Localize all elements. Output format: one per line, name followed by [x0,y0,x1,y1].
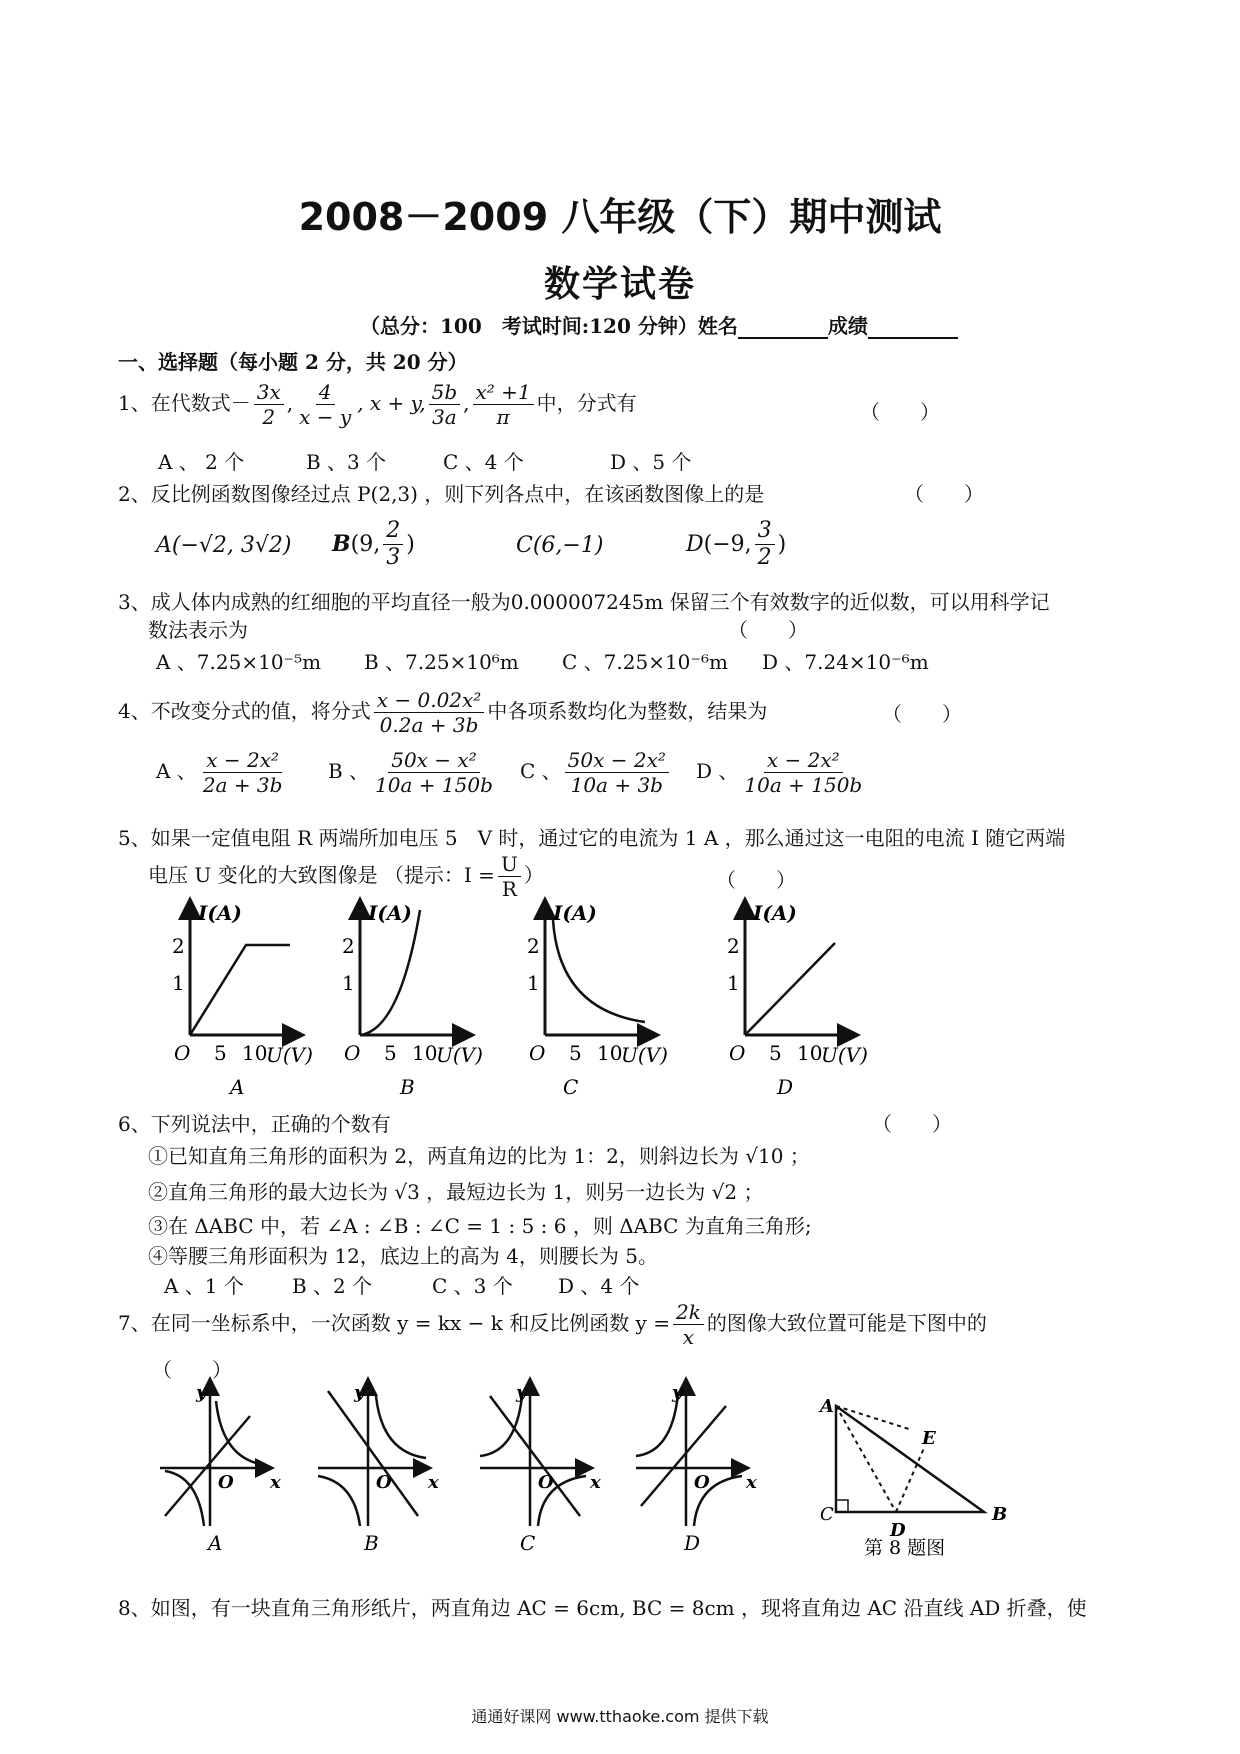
q5-a-tick-5: 5 [214,1041,227,1065]
section-title: 一、选择题（每小题 2 分，共 20 分） [118,350,468,374]
q5-b-origin: O [344,1041,361,1065]
q7-a-axis-x: x [270,1472,281,1493]
q7-b-label: B [364,1531,379,1555]
q4-frac: $\frac{\text{x − 0.02x²}}{0.2a + 3b}$ [374,688,485,737]
q1-suffix: 中，分式有 [536,391,637,415]
q7-d-axis-x: x [746,1472,757,1493]
q7-d-label: D [684,1531,701,1555]
q7-b-origin: O [376,1472,392,1493]
q7-d-axis-y: y [672,1382,683,1403]
q4-option-a: A 、 $\frac{\text{x − 2x²}}{2a + 3b}$ [156,748,283,797]
q5-d-origin: O [729,1041,746,1065]
q5-b-tick-1: 1 [342,971,355,995]
q1-mid: , x + y, [357,391,426,415]
q2-option-a: A(−√2, 3√2) [156,533,292,558]
q6-item-2: ②直角三角形的最大边长为 √3 ，最短边长为 1，则另一边长为 √2 ； [148,1180,764,1204]
q5-c-tick-5: 5 [569,1041,582,1065]
question-1: 1、在代数式－ $\frac{3x}{2}$ , $\frac{4}{x - y}$ , x + y, $\frac{5b}{3a}$ , $\frac{\text{x² +1}}{\pi}$ 中，分式有 [118,380,637,429]
q5-a-label: A [230,1075,245,1099]
q4-option-d: D 、 $\frac{\text{x − 2x²}}{10a + 150b}$ [696,748,863,797]
q5-b-tick-10: 10 [412,1041,438,1065]
fig8-point-e: E [922,1428,936,1449]
q7-answer-paren: （ ） [152,1358,232,1382]
fig8-caption: 第 8 题图 [864,1537,946,1556]
q5-c-tick-10: 10 [597,1041,623,1065]
q2-answer-paren: （ ） [904,482,984,506]
q5-a-axis-y: I(A) [198,901,242,925]
q5-graph-d [727,901,868,1099]
q1-prefix: 1、在代数式－ [118,391,251,415]
q2-option-d: D(−9, $\frac{3}{2}$ ) [686,518,787,571]
exam-title: 2008－2009 八年级（下）期中测试 [298,195,942,239]
q1-option-a: A 、 2 个 [158,450,245,474]
q5-answer-paren: （ ） [716,868,796,892]
q5-a-tick-1: 1 [172,971,185,995]
q5-d-tick-2: 2 [727,934,740,958]
q7-graphs [160,1376,1130,1556]
q5-b-axis-y: I(A) [368,901,412,925]
q1-option-d: D 、5 个 [610,450,692,474]
q8-text: 8、如图，有一块直角三角形纸片，两直角边 AC = 6cm, BC = 8cm ，现将直角边 AC 沿直线 AD 折叠，使 [118,1596,1087,1620]
q3-option-a: A 、7.25×10⁻⁵m [156,650,322,674]
q5-graphs [150,890,930,1100]
q1-option-c: C 、4 个 [443,450,524,474]
q7-c-axis-y: y [516,1382,527,1403]
q3-answer-paren: （ ） [728,618,808,642]
q5-c-axis-x: U(V) [621,1043,668,1067]
q5-c-tick-1: 1 [527,971,540,995]
q5-b-tick-2: 2 [342,934,355,958]
q5-c-axis-y: I(A) [553,901,597,925]
q4-answer-paren: （ ） [882,702,962,726]
fig8-point-c: C [820,1504,834,1525]
exam-info [360,310,958,339]
q6-text: 6、下列说法中，正确的个数有 [118,1112,391,1136]
q7-a-label: A [208,1531,223,1555]
q7-b-axis-y: y [354,1382,365,1403]
q6-option-c: C 、3 个 [432,1274,513,1298]
q7-c-origin: O [538,1472,554,1493]
q5-b-tick-5: 5 [384,1041,397,1065]
q5-b-label: B [400,1075,415,1099]
q5-c-label: C [563,1075,579,1099]
q5-d-axis-x: U(V) [821,1043,868,1067]
q6-option-a: A 、1 个 [164,1274,244,1298]
q3-option-d: D 、7.24×10⁻⁶m [762,650,929,674]
q5-line-2: 电压 U 变化的大致图像是 （提示：I = $\frac{U}{R}$ ） [148,852,544,901]
q5-graph-c [527,901,668,1099]
q6-item-1: ①已知直角三角形的面积为 2，两直角边的比为 1：2，则斜边长为 √10 ； [148,1144,810,1168]
q5-c-tick-2: 2 [527,934,540,958]
q4-option-c: C 、 $\frac{\text{50x − 2x²}}{10a + 3b}$ [520,748,672,797]
q3-line-2: 数法表示为 [148,618,248,642]
fig8-point-a: A [820,1396,834,1417]
q5-graph-b [342,901,483,1099]
q7-d-origin: O [694,1472,710,1493]
q1-frac-2: $\frac{4}{x - y}$ [299,380,352,429]
score-label: 成绩 [827,314,868,338]
q6-option-b: B 、2 个 [292,1274,373,1298]
q1-frac-1: $\frac{3x}{2}$ [254,380,284,429]
q2-text: 2、反比例函数图像经过点 P(2,3) ，则下列各点中，在该函数图像上的是 [118,482,765,506]
q6-item-4: ④等腰三角形面积为 12，底边上的高为 4，则腰长为 5。 [148,1244,658,1268]
q5-a-axis-x: U(V) [266,1043,313,1067]
q5-a-tick-2: 2 [172,934,185,958]
q7-c-label: C [520,1531,536,1555]
q7-c-axis-x: x [590,1472,601,1493]
q7-frac: $\frac{2k}{x}$ [673,1300,704,1349]
q3-option-c: C 、7.25×10⁻⁶m [562,650,728,674]
q1-option-b: B 、3 个 [306,450,387,474]
q6-option-d: D 、4 个 [558,1274,640,1298]
q5-c-origin: O [529,1041,546,1065]
info-text: （总分：100 考试时间:120 分钟）姓名 [360,314,738,338]
q1-frac-4: $\frac{\text{x² +1}}{\pi}$ [473,380,534,429]
fig8-triangle [818,1396,1007,1556]
question-4: 4、不改变分式的值，将分式 $\frac{\text{x − 0.02x²}}{0.2a + 3b}$ 中各项系数均化为整数，结果为 [118,688,768,737]
q7-graph-a [160,1381,281,1555]
q5-a-tick-10: 10 [242,1041,268,1065]
fig8-point-d: D [890,1520,906,1541]
q2-option-b: B(9, $\frac{2}{3}$ ) [332,518,415,571]
q7-a-origin: O [218,1472,234,1493]
q5-d-tick-1: 1 [727,971,740,995]
q2-option-c: C(6,−1) [516,533,604,558]
q5-b-axis-x: U(V) [436,1043,483,1067]
q5-d-tick-10: 10 [797,1041,823,1065]
q6-answer-paren: （ ） [872,1112,952,1136]
q5-line-1: 5、如果一定值电阻 R 两端所加电压 5 V 时，通过它的电流为 1 A ，那么通过这一电阻的电流 I 随它两端 [118,826,1066,850]
q3-line-1: 3、成人体内成熟的红细胞的平均直径一般为0.000007245m 保留三个有效数字的近似数，可以用科学记 [118,590,1050,614]
q4-option-b: B 、 $\frac{\text{50x − x²}}{10a + 150b}$ [328,748,493,797]
q3-option-b: B 、7.25×10⁶m [364,650,519,674]
q1-answer-paren: （ ） [860,400,940,424]
q5-graph-a [172,901,313,1099]
score-blank [868,317,958,339]
q7-graph-c [480,1381,601,1555]
q7-graph-d [636,1381,757,1555]
q5-a-origin: O [174,1041,191,1065]
q7-b-axis-x: x [428,1472,439,1493]
q7-graph-b [318,1381,439,1555]
question-7: 7、在同一坐标系中，一次函数 y = kx − k 和反比例函数 y = $\frac{2k}{x}$ 的图像大致位置可能是下图中的 [118,1300,987,1349]
footer: 通通好课网 www.tthaoke.com 提供下载 [471,1707,769,1726]
exam-subtitle: 数学试卷 [543,264,696,305]
name-blank [738,317,828,339]
q5-d-tick-5: 5 [769,1041,782,1065]
fig8-point-b: B [992,1504,1008,1525]
q5-d-label: D [777,1075,794,1099]
q6-item-3: ③在 ΔABC 中，若 ∠A : ∠B : ∠C = 1 : 5 : 6 ，则 ΔABC 为直角三角形; [148,1214,812,1238]
q7-a-axis-y: y [196,1382,207,1403]
q1-frac-3: $\frac{5b}{3a}$ [429,380,461,429]
q5-d-axis-y: I(A) [753,901,797,925]
